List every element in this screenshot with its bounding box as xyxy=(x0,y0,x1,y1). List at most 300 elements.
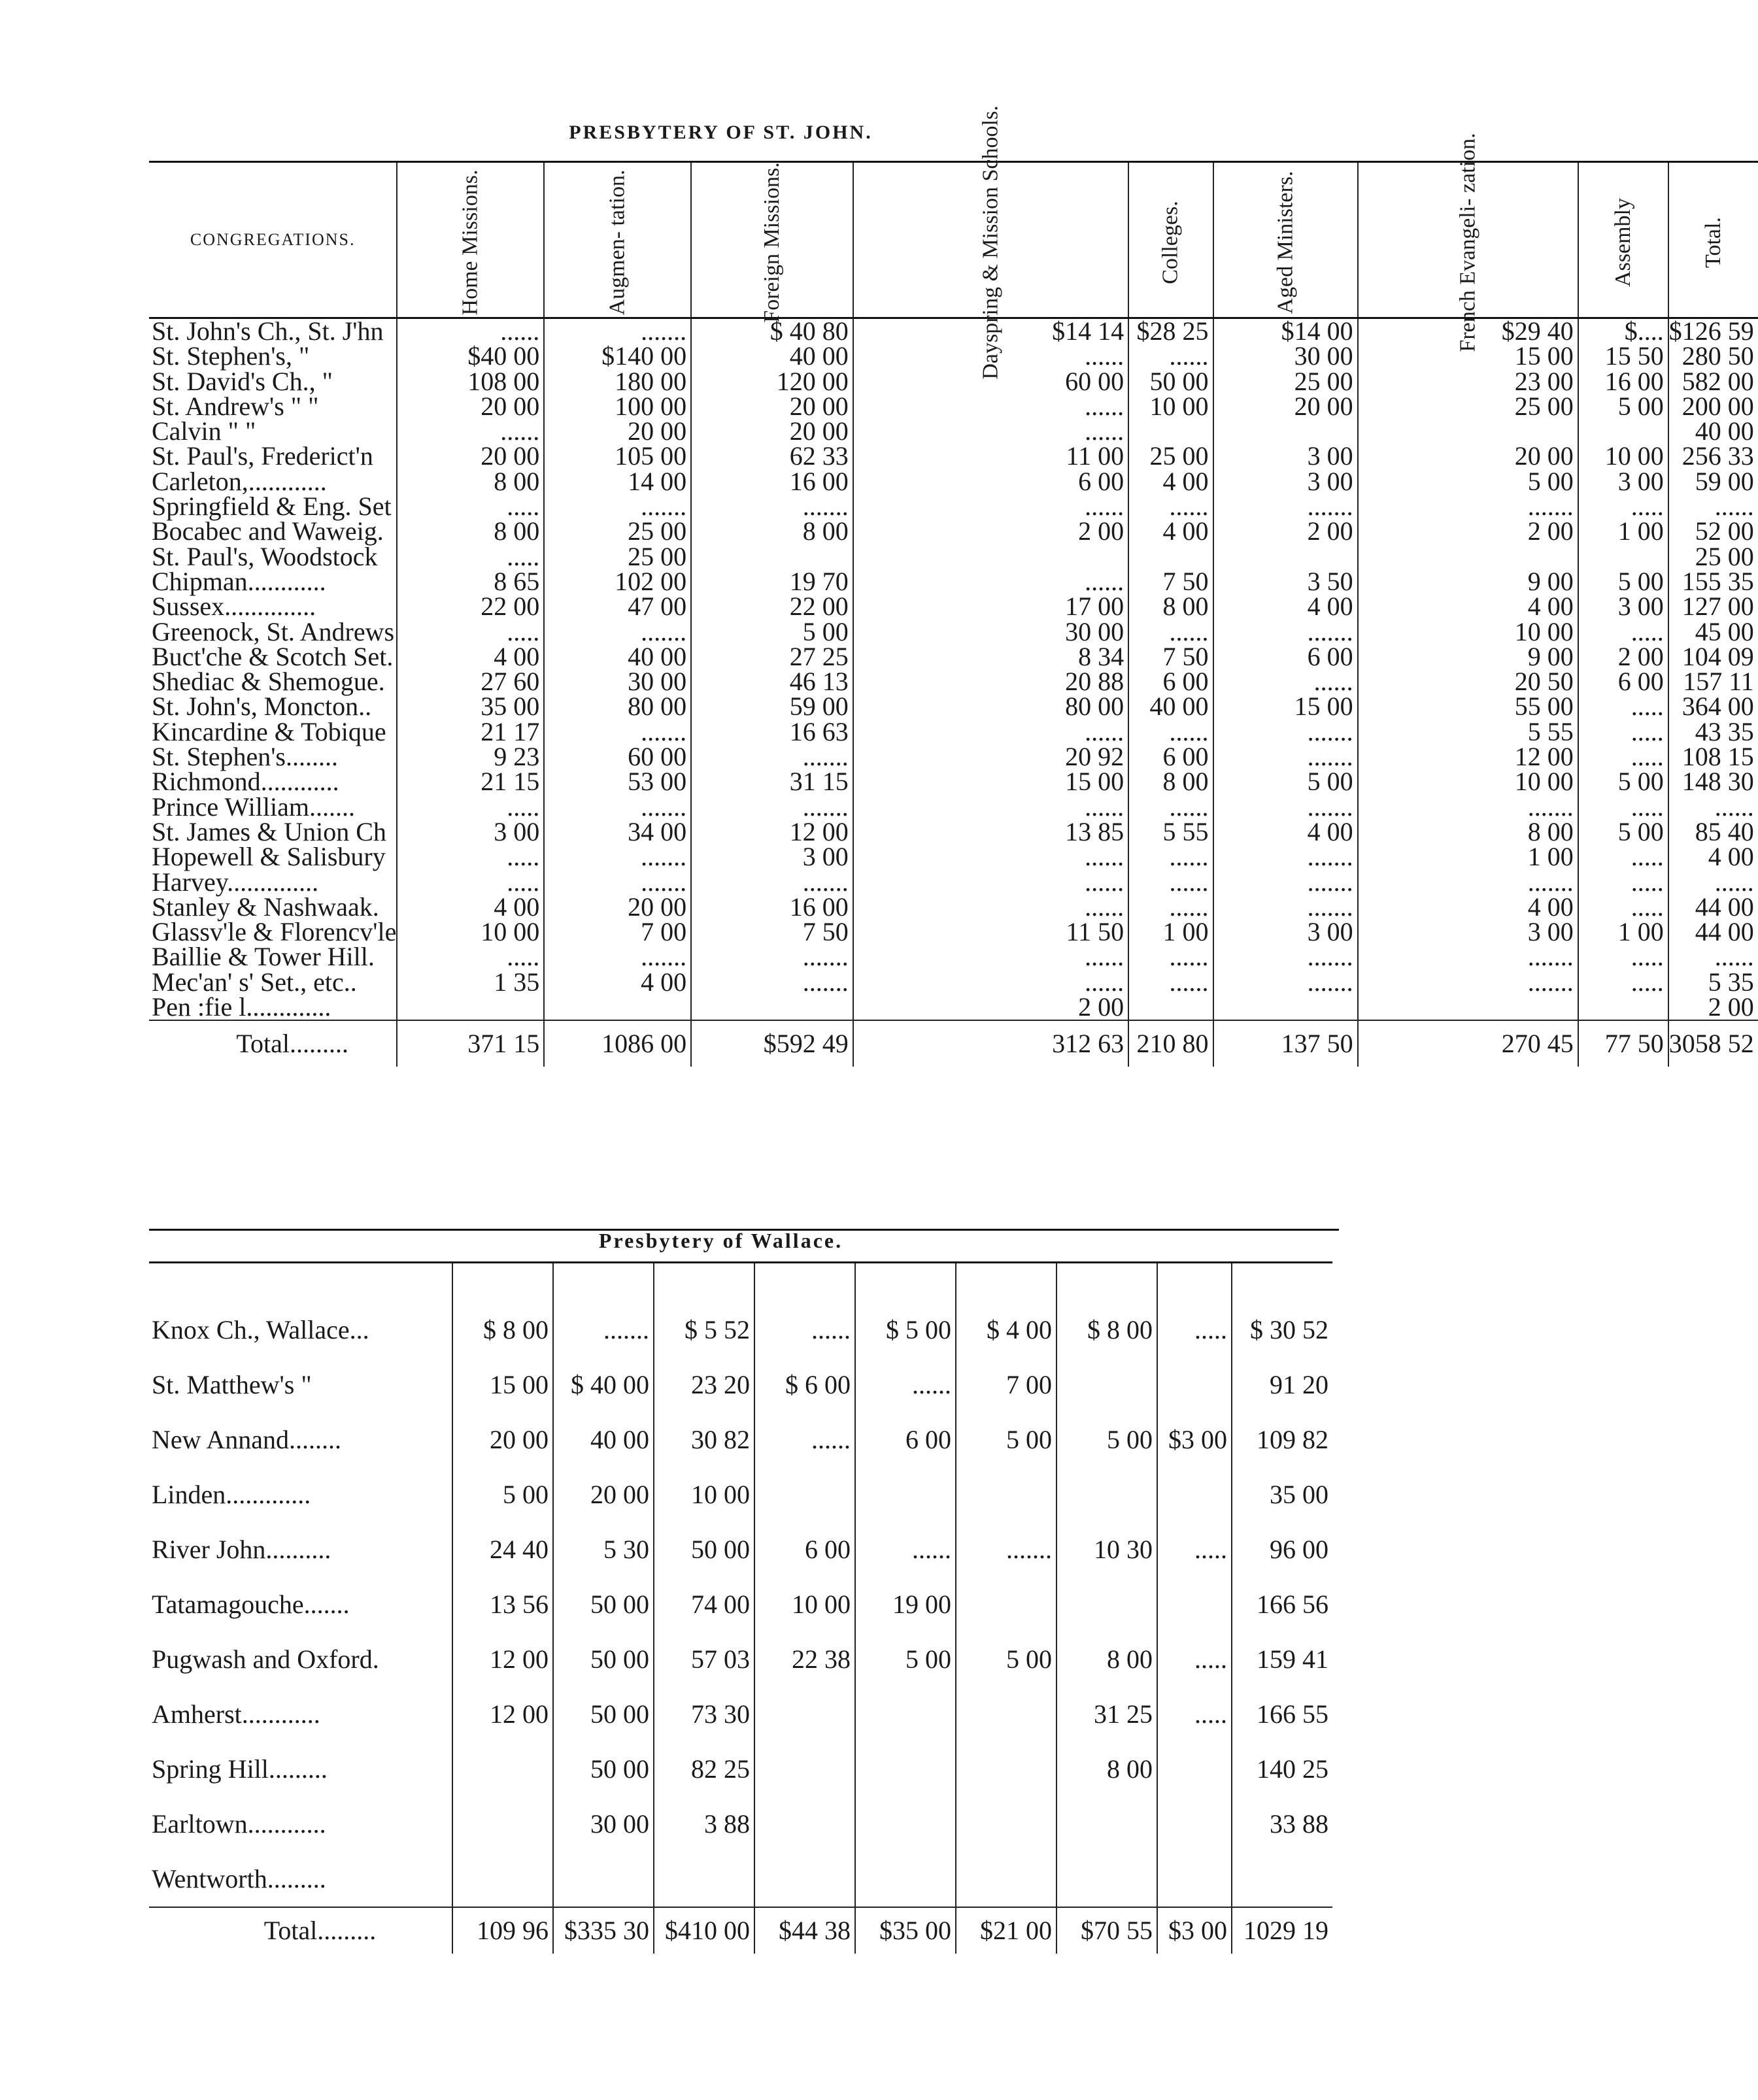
amount-cell: 280 50 xyxy=(1668,344,1758,369)
amount-cell: ....... xyxy=(544,795,691,820)
amount-cell: 15 50 xyxy=(1578,344,1668,369)
amount-cell: 27 25 xyxy=(691,644,853,669)
column-header: Total. xyxy=(1668,162,1758,318)
amount-cell: ...... xyxy=(397,419,544,444)
amount-cell: ...... xyxy=(853,394,1128,419)
table-row xyxy=(149,870,1758,895)
amount-cell xyxy=(1578,995,1668,1020)
amount-cell: 10 00 xyxy=(1358,769,1578,794)
amount-cell: 9 23 xyxy=(397,744,544,769)
amount-cell: 200 00 xyxy=(1668,394,1758,419)
amount-cell: ....... xyxy=(1213,844,1358,869)
amount-cell: 159 41 xyxy=(1232,1632,1332,1687)
amount-cell xyxy=(1157,1852,1232,1907)
amount-cell xyxy=(452,1852,553,1907)
total-cell: $410 00 xyxy=(654,1907,754,1954)
amount-cell: $ 8 00 xyxy=(1056,1303,1157,1358)
amount-cell: 25 00 xyxy=(1358,394,1578,419)
amount-cell: 7 50 xyxy=(1128,569,1213,594)
amount-cell: 3 00 xyxy=(691,844,853,869)
amount-cell: 3 00 xyxy=(397,820,544,844)
amount-cell: 582 00 xyxy=(1668,369,1758,394)
table-row xyxy=(149,344,1758,369)
amount-cell: 15 00 xyxy=(1358,344,1578,369)
amount-cell: 15 00 xyxy=(853,769,1128,794)
amount-cell xyxy=(1358,544,1578,569)
amount-cell: $ 4 00 xyxy=(956,1303,1056,1358)
amount-cell xyxy=(1213,419,1358,444)
amount-cell: ..... xyxy=(397,944,544,969)
amount-cell: ...... xyxy=(1668,944,1758,969)
amount-cell: ...... xyxy=(853,970,1128,995)
congregation-name: St. James & Union Ch xyxy=(152,816,386,846)
amount-cell: 30 00 xyxy=(1213,344,1358,369)
amount-cell: 4 00 xyxy=(1668,844,1758,869)
amount-cell: ..... xyxy=(1578,895,1668,920)
amount-cell: 12 00 xyxy=(452,1687,553,1742)
amount-cell: ..... xyxy=(1578,844,1668,869)
amount-cell: 50 00 xyxy=(553,1632,654,1687)
amount-cell: ....... xyxy=(1358,494,1578,519)
amount-cell: ....... xyxy=(553,1303,654,1358)
congregation-name: St. Paul's, Frederict'n xyxy=(152,441,373,471)
amount-cell: 8 00 xyxy=(397,469,544,494)
amount-cell xyxy=(855,1687,956,1742)
table-row xyxy=(149,1687,1332,1742)
amount-cell: 30 00 xyxy=(553,1797,654,1852)
amount-cell: 74 00 xyxy=(654,1577,754,1632)
amount-cell: $28 25 xyxy=(1128,318,1213,344)
amount-cell: ...... xyxy=(853,870,1128,895)
amount-cell: 5 00 xyxy=(956,1412,1056,1467)
amount-cell: ....... xyxy=(1213,795,1358,820)
amount-cell: 45 00 xyxy=(1668,620,1758,644)
amount-cell: 166 55 xyxy=(1232,1687,1332,1742)
congregation-name: St. Stephen's........ xyxy=(152,742,338,772)
amount-cell: ...... xyxy=(1128,344,1213,369)
amount-cell: 2 00 xyxy=(853,995,1128,1020)
amount-cell: 21 17 xyxy=(397,720,544,744)
amount-cell: 47 00 xyxy=(544,594,691,619)
amount-cell: 364 00 xyxy=(1668,694,1758,719)
table-row xyxy=(149,1852,1332,1907)
amount-cell: ...... xyxy=(1128,944,1213,969)
amount-cell: ..... xyxy=(397,844,544,869)
congregation-name: Tatamagouche....... xyxy=(152,1590,350,1619)
table-row xyxy=(149,970,1758,995)
amount-cell: 3 00 xyxy=(1213,469,1358,494)
congregation-name: Buct'che & Scotch Set. xyxy=(152,641,394,671)
amount-cell: 20 00 xyxy=(397,394,544,419)
amount-cell: 40 00 xyxy=(691,344,853,369)
amount-cell xyxy=(1578,544,1668,569)
amount-cell: ....... xyxy=(544,844,691,869)
amount-cell: 15 00 xyxy=(452,1358,553,1412)
amount-cell: 55 00 xyxy=(1358,694,1578,719)
amount-cell: 3 00 xyxy=(1578,469,1668,494)
amount-cell: ..... xyxy=(1578,494,1668,519)
amount-cell: 14 00 xyxy=(544,469,691,494)
amount-cell xyxy=(956,1577,1056,1632)
amount-cell: $ 40 80 xyxy=(691,318,853,344)
amount-cell: 5 00 xyxy=(1358,469,1578,494)
amount-cell xyxy=(1157,1742,1232,1797)
amount-cell: ...... xyxy=(853,569,1128,594)
amount-cell: 20 88 xyxy=(853,669,1128,694)
amount-cell: 7 00 xyxy=(544,920,691,944)
amount-cell: 35 00 xyxy=(1232,1467,1332,1522)
amount-cell: 1 00 xyxy=(1128,920,1213,944)
amount-cell xyxy=(956,1467,1056,1522)
amount-cell: 5 30 xyxy=(553,1522,654,1577)
section-title-wallace: Presbytery of Wallace. xyxy=(598,1229,843,1252)
amount-cell: ...... xyxy=(1128,620,1213,644)
amount-cell: ....... xyxy=(1213,944,1358,969)
amount-cell: 50 00 xyxy=(553,1742,654,1797)
amount-cell: 7 50 xyxy=(1128,644,1213,669)
amount-cell: 8 00 xyxy=(1056,1742,1157,1797)
amount-cell: 6 00 xyxy=(853,469,1128,494)
amount-cell: ..... xyxy=(1157,1687,1232,1742)
amount-cell xyxy=(1157,1358,1232,1412)
amount-cell: 82 25 xyxy=(654,1742,754,1797)
amount-cell: 25 00 xyxy=(544,519,691,544)
amount-cell: 12 00 xyxy=(1358,744,1578,769)
amount-cell: ...... xyxy=(853,344,1128,369)
amount-cell xyxy=(1578,419,1668,444)
amount-cell: 10 00 xyxy=(1358,620,1578,644)
column-header: Home Missions. xyxy=(397,162,544,318)
amount-cell: 15 00 xyxy=(1213,694,1358,719)
total-cell: $44 38 xyxy=(754,1907,855,1954)
amount-cell: 40 00 xyxy=(1128,694,1213,719)
amount-cell: ....... xyxy=(1358,870,1578,895)
section-title-st-john: PRESBYTERY OF ST. JOHN. xyxy=(569,122,873,143)
amount-cell: 2 00 xyxy=(1213,519,1358,544)
amount-cell: 4 00 xyxy=(397,895,544,920)
table-row xyxy=(149,669,1758,694)
table-row xyxy=(149,318,1758,344)
amount-cell xyxy=(1232,1852,1332,1907)
amount-cell: 44 00 xyxy=(1668,895,1758,920)
amount-cell: ...... xyxy=(1128,895,1213,920)
amount-cell xyxy=(754,1742,855,1797)
amount-cell: 43 35 xyxy=(1668,720,1758,744)
amount-cell: 60 00 xyxy=(544,744,691,769)
amount-cell: 5 00 xyxy=(1578,820,1668,844)
congregation-name: Earltown............ xyxy=(152,1809,326,1839)
amount-cell: ....... xyxy=(544,944,691,969)
congregation-name: New Annand........ xyxy=(152,1425,341,1454)
amount-cell xyxy=(853,544,1128,569)
amount-cell: 4 00 xyxy=(1213,594,1358,619)
amount-cell: ....... xyxy=(1213,494,1358,519)
amount-cell: 22 38 xyxy=(754,1632,855,1687)
congregation-name: Stanley & Nashwaak. xyxy=(152,892,379,922)
congregation-name: Knox Ch., Wallace... xyxy=(152,1315,369,1344)
column-header: Colleges. xyxy=(1128,162,1213,318)
amount-cell: 33 88 xyxy=(1232,1797,1332,1852)
total-cell: 270 45 xyxy=(1358,1020,1578,1067)
congregation-name: Kincardine & Tobique xyxy=(152,716,386,746)
amount-cell: $ 40 00 xyxy=(553,1358,654,1412)
congregation-name: Wentworth......... xyxy=(152,1864,326,1893)
amount-cell: 3 00 xyxy=(1578,594,1668,619)
table-row xyxy=(149,895,1758,920)
amount-cell: 7 50 xyxy=(691,920,853,944)
amount-cell: 9 00 xyxy=(1358,569,1578,594)
table-row xyxy=(149,369,1758,394)
congregation-name: Mec'an' s' Set., etc.. xyxy=(152,967,357,997)
amount-cell: 10 00 xyxy=(1128,394,1213,419)
amount-cell: ....... xyxy=(1213,970,1358,995)
table-row xyxy=(149,644,1758,669)
congregation-name: Amherst............ xyxy=(152,1699,320,1729)
amount-cell: 31 15 xyxy=(691,769,853,794)
amount-cell xyxy=(1128,419,1213,444)
wallace-table xyxy=(149,1261,1332,1954)
table-row xyxy=(149,820,1758,844)
amount-cell: 10 30 xyxy=(1056,1522,1157,1577)
amount-cell: ....... xyxy=(1213,720,1358,744)
amount-cell: 5 55 xyxy=(1358,720,1578,744)
amount-cell xyxy=(754,1467,855,1522)
amount-cell: $14 14 xyxy=(853,318,1128,344)
amount-cell xyxy=(956,1797,1056,1852)
amount-cell xyxy=(1128,995,1213,1020)
amount-cell: 20 00 xyxy=(691,419,853,444)
amount-cell: ..... xyxy=(397,494,544,519)
amount-cell: 5 00 xyxy=(855,1632,956,1687)
amount-cell: 53 00 xyxy=(544,769,691,794)
column-header: Aged Ministers. xyxy=(1213,162,1358,318)
amount-cell: ....... xyxy=(691,494,853,519)
amount-cell: 8 00 xyxy=(1358,820,1578,844)
amount-cell: 8 00 xyxy=(1128,769,1213,794)
total-cell: $21 00 xyxy=(956,1907,1056,1954)
amount-cell: ....... xyxy=(691,970,853,995)
amount-cell: 80 00 xyxy=(544,694,691,719)
amount-cell: ...... xyxy=(1213,669,1358,694)
amount-cell: 6 00 xyxy=(855,1412,956,1467)
amount-cell: 105 00 xyxy=(544,444,691,469)
amount-cell: 16 63 xyxy=(691,720,853,744)
amount-cell xyxy=(1157,1467,1232,1522)
table-row xyxy=(149,569,1758,594)
amount-cell: 4 00 xyxy=(1128,519,1213,544)
amount-cell: 9 00 xyxy=(1358,644,1578,669)
amount-cell: ..... xyxy=(1578,744,1668,769)
amount-cell: 127 00 xyxy=(1668,594,1758,619)
amount-cell: ..... xyxy=(1578,795,1668,820)
table-row xyxy=(149,1412,1332,1467)
amount-cell xyxy=(553,1852,654,1907)
amount-cell: 5 00 xyxy=(1578,769,1668,794)
amount-cell: 1 35 xyxy=(397,970,544,995)
amount-cell: 3 88 xyxy=(654,1797,754,1852)
amount-cell: 30 82 xyxy=(654,1412,754,1467)
amount-cell: 50 00 xyxy=(654,1522,754,1577)
total-cell: 312 63 xyxy=(853,1020,1128,1067)
amount-cell: 40 00 xyxy=(1668,419,1758,444)
congregation-name: Harvey.............. xyxy=(152,867,319,897)
amount-cell: 20 00 xyxy=(452,1412,553,1467)
amount-cell: ....... xyxy=(691,944,853,969)
amount-cell xyxy=(855,1852,956,1907)
amount-cell: ..... xyxy=(1578,720,1668,744)
amount-cell: ....... xyxy=(1358,970,1578,995)
amount-cell xyxy=(1358,419,1578,444)
table-row xyxy=(149,1797,1332,1852)
amount-cell: $3 00 xyxy=(1157,1412,1232,1467)
congregation-name: Shediac & Shemogue. xyxy=(152,667,385,697)
amount-cell: 6 00 xyxy=(754,1522,855,1577)
amount-cell xyxy=(1056,1467,1157,1522)
amount-cell: ....... xyxy=(1213,620,1358,644)
amount-cell: $126 59 xyxy=(1668,318,1758,344)
table-row xyxy=(149,769,1758,794)
table-row xyxy=(149,795,1758,820)
total-cell: 210 80 xyxy=(1128,1020,1213,1067)
amount-cell: 5 00 xyxy=(1213,769,1358,794)
amount-cell: 20 00 xyxy=(1358,444,1578,469)
congregation-name: Baillie & Tower Hill. xyxy=(152,942,375,972)
congregation-name: St. David's Ch., " xyxy=(152,366,333,396)
amount-cell: 60 00 xyxy=(853,369,1128,394)
amount-cell: 4 00 xyxy=(1213,820,1358,844)
amount-cell xyxy=(397,995,544,1020)
congregation-name: Carleton,............ xyxy=(152,466,327,496)
amount-cell: 10 00 xyxy=(754,1577,855,1632)
total-cell: $3 00 xyxy=(1157,1907,1232,1954)
congregation-name: St. Paul's, Woodstock xyxy=(152,541,378,571)
congregation-name: Chipman............ xyxy=(152,566,326,596)
amount-cell: ...... xyxy=(1128,795,1213,820)
amount-cell: 10 00 xyxy=(397,920,544,944)
amount-cell: 20 00 xyxy=(691,394,853,419)
amount-cell: ...... xyxy=(1128,720,1213,744)
amount-cell: 10 00 xyxy=(1578,444,1668,469)
amount-cell: 8 00 xyxy=(1128,594,1213,619)
table-row xyxy=(149,494,1758,519)
congregation-name: St. John's Ch., St. J'hn xyxy=(152,316,384,346)
total-cell: 137 50 xyxy=(1213,1020,1358,1067)
table-row xyxy=(149,519,1758,544)
total-row xyxy=(149,1020,1758,1067)
amount-cell xyxy=(855,1797,956,1852)
amount-cell xyxy=(1128,544,1213,569)
amount-cell: 256 33 xyxy=(1668,444,1758,469)
amount-cell: 20 00 xyxy=(1213,394,1358,419)
amount-cell: 6 00 xyxy=(1128,744,1213,769)
congregation-name: Hopewell & Salisbury xyxy=(152,842,386,872)
total-cell: $70 55 xyxy=(1056,1907,1157,1954)
amount-cell: $14 00 xyxy=(1213,318,1358,344)
table-row xyxy=(149,419,1758,444)
amount-cell: 62 33 xyxy=(691,444,853,469)
amount-cell: 5 00 xyxy=(1578,394,1668,419)
table-row xyxy=(149,594,1758,619)
amount-cell: 27 60 xyxy=(397,669,544,694)
table-row xyxy=(149,995,1758,1020)
amount-cell: ...... xyxy=(754,1303,855,1358)
congregation-name: St. Andrew's " " xyxy=(152,391,319,421)
amount-cell: 12 00 xyxy=(691,820,853,844)
amount-cell: 23 00 xyxy=(1358,369,1578,394)
total-label: Total......... xyxy=(149,1907,452,1954)
congregations-header: CONGREGATIONS. xyxy=(149,162,397,318)
congregation-name: St. Matthew's " xyxy=(152,1370,312,1399)
amount-cell xyxy=(1056,1852,1157,1907)
amount-cell: 73 30 xyxy=(654,1687,754,1742)
amount-cell: 21 15 xyxy=(397,769,544,794)
total-cell: $592 49 xyxy=(691,1020,853,1067)
amount-cell: ...... xyxy=(1128,970,1213,995)
amount-cell xyxy=(956,1852,1056,1907)
congregation-name: River John.......... xyxy=(152,1535,331,1564)
amount-cell xyxy=(1157,1797,1232,1852)
amount-cell: ..... xyxy=(397,870,544,895)
amount-cell: 3 00 xyxy=(1213,920,1358,944)
amount-cell xyxy=(1056,1577,1157,1632)
amount-cell xyxy=(452,1797,553,1852)
amount-cell: 2 00 xyxy=(1578,644,1668,669)
amount-cell xyxy=(654,1852,754,1907)
amount-cell: ..... xyxy=(397,620,544,644)
amount-cell: ..... xyxy=(1578,970,1668,995)
amount-cell: 10 00 xyxy=(654,1467,754,1522)
amount-cell xyxy=(1213,544,1358,569)
amount-cell xyxy=(754,1687,855,1742)
table-row xyxy=(149,744,1758,769)
amount-cell: 25 00 xyxy=(1668,544,1758,569)
amount-cell: 8 00 xyxy=(1056,1632,1157,1687)
amount-cell: ...... xyxy=(1668,494,1758,519)
amount-cell: ..... xyxy=(1578,870,1668,895)
amount-cell: 20 00 xyxy=(397,444,544,469)
amount-cell: $ 5 00 xyxy=(855,1303,956,1358)
amount-cell xyxy=(956,1742,1056,1797)
total-cell: 3058 52 xyxy=(1668,1020,1758,1067)
amount-cell: ...... xyxy=(1128,844,1213,869)
amount-cell: 5 00 xyxy=(1056,1412,1157,1467)
amount-cell xyxy=(544,995,691,1020)
amount-cell: ..... xyxy=(1578,694,1668,719)
amount-cell: $40 00 xyxy=(397,344,544,369)
amount-cell: 46 13 xyxy=(691,669,853,694)
amount-cell: 166 56 xyxy=(1232,1577,1332,1632)
amount-cell: ....... xyxy=(544,620,691,644)
amount-cell: 11 00 xyxy=(853,444,1128,469)
amount-cell: ....... xyxy=(956,1522,1056,1577)
amount-cell: 108 00 xyxy=(397,369,544,394)
amount-cell: 180 00 xyxy=(544,369,691,394)
amount-cell: ...... xyxy=(855,1358,956,1412)
amount-cell xyxy=(452,1742,553,1797)
amount-cell: 25 00 xyxy=(1128,444,1213,469)
table-row xyxy=(149,1522,1332,1577)
amount-cell: 5 35 xyxy=(1668,970,1758,995)
amount-cell: $ 6 00 xyxy=(754,1358,855,1412)
amount-cell: 16 00 xyxy=(691,895,853,920)
amount-cell: ....... xyxy=(1213,895,1358,920)
table-row xyxy=(149,944,1758,969)
congregation-name: Bocabec and Waweig. xyxy=(152,516,384,546)
congregation-name: Glassv'le & Florencv'le xyxy=(152,917,397,947)
amount-cell: 4 00 xyxy=(1358,594,1578,619)
table-row xyxy=(149,1358,1332,1412)
amount-cell: ....... xyxy=(544,318,691,344)
